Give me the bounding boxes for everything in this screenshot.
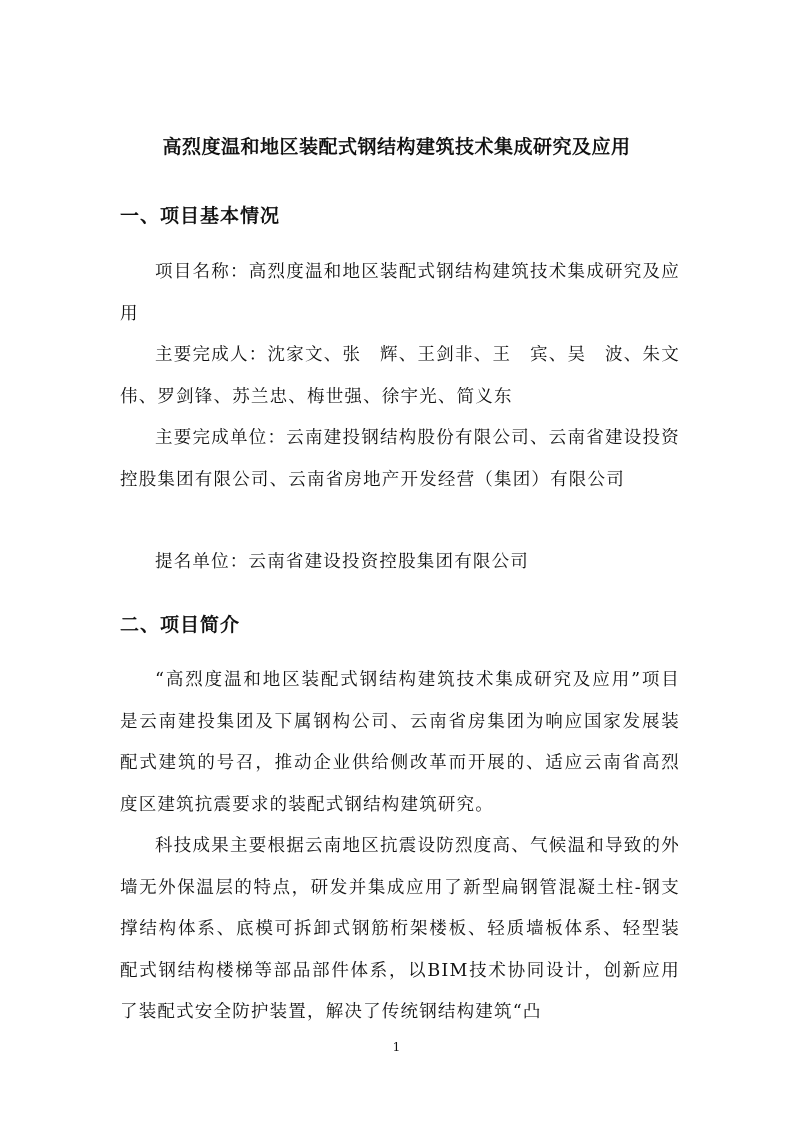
nominator-value: 云南省建设投资控股集团有限公司 xyxy=(248,552,529,572)
project-name-field xyxy=(120,252,680,335)
nominator-field xyxy=(120,542,680,584)
page-number: 1 xyxy=(392,1040,401,1054)
nominator-label: 提名单位： xyxy=(155,552,249,572)
completers-label: 主要完成人： xyxy=(155,345,268,365)
section-heading-basic-info: 一、项目基本情况 xyxy=(120,205,281,227)
project-name-value: 高烈度温和地区装配式钢结构建筑技术集成研究及应用 xyxy=(120,262,680,324)
intro-paragraph-2: 科技成果主要根据云南地区抗震设防烈度高、气候温和导致的外墙无外保温层的特点，研发并集成应用了新型扁钢管混凝土柱-钢支撑结构体系、底模可拆卸式钢筋桁架楼板、轻质墙板体系、轻型装配式钢结构楼梯等部品部件体系，以BIM技术协同设计，创新应用了装配式安全防护装置，解决了传统钢结构建筑“凸 xyxy=(120,836,680,1022)
intro-paragraph-1: “高烈度温和地区装配式钢结构建筑技术集成研究及应用”项目是云南建投集团及下属钢构公司、云南省房集团为响应国家发展装配式建筑的号召，推动企业供给侧改革而开展的、适应云南省高烈度区建筑抗震要求的装配式钢结构建筑研究。 xyxy=(120,670,680,815)
units-field xyxy=(120,418,680,501)
units-value: 云南建投钢结构股份有限公司、云南省建设投资控股集团有限公司、云南省房地产开发经营（集团）有限公司 xyxy=(120,428,680,490)
section-heading-introduction: 二、项目简介 xyxy=(120,614,241,636)
document-title: 高烈度温和地区装配式钢结构建筑技术集成研究及应用 xyxy=(162,136,631,158)
units-label: 主要完成单位： xyxy=(155,428,287,448)
completers-value: 沈家文、张 辉、王剑非、王 宾、吴 波、朱文伟、罗剑锋、苏兰忠、梅世强、徐宇光、简义东 xyxy=(120,345,680,407)
completers-field xyxy=(120,335,680,418)
project-name-label: 项目名称： xyxy=(155,262,249,282)
